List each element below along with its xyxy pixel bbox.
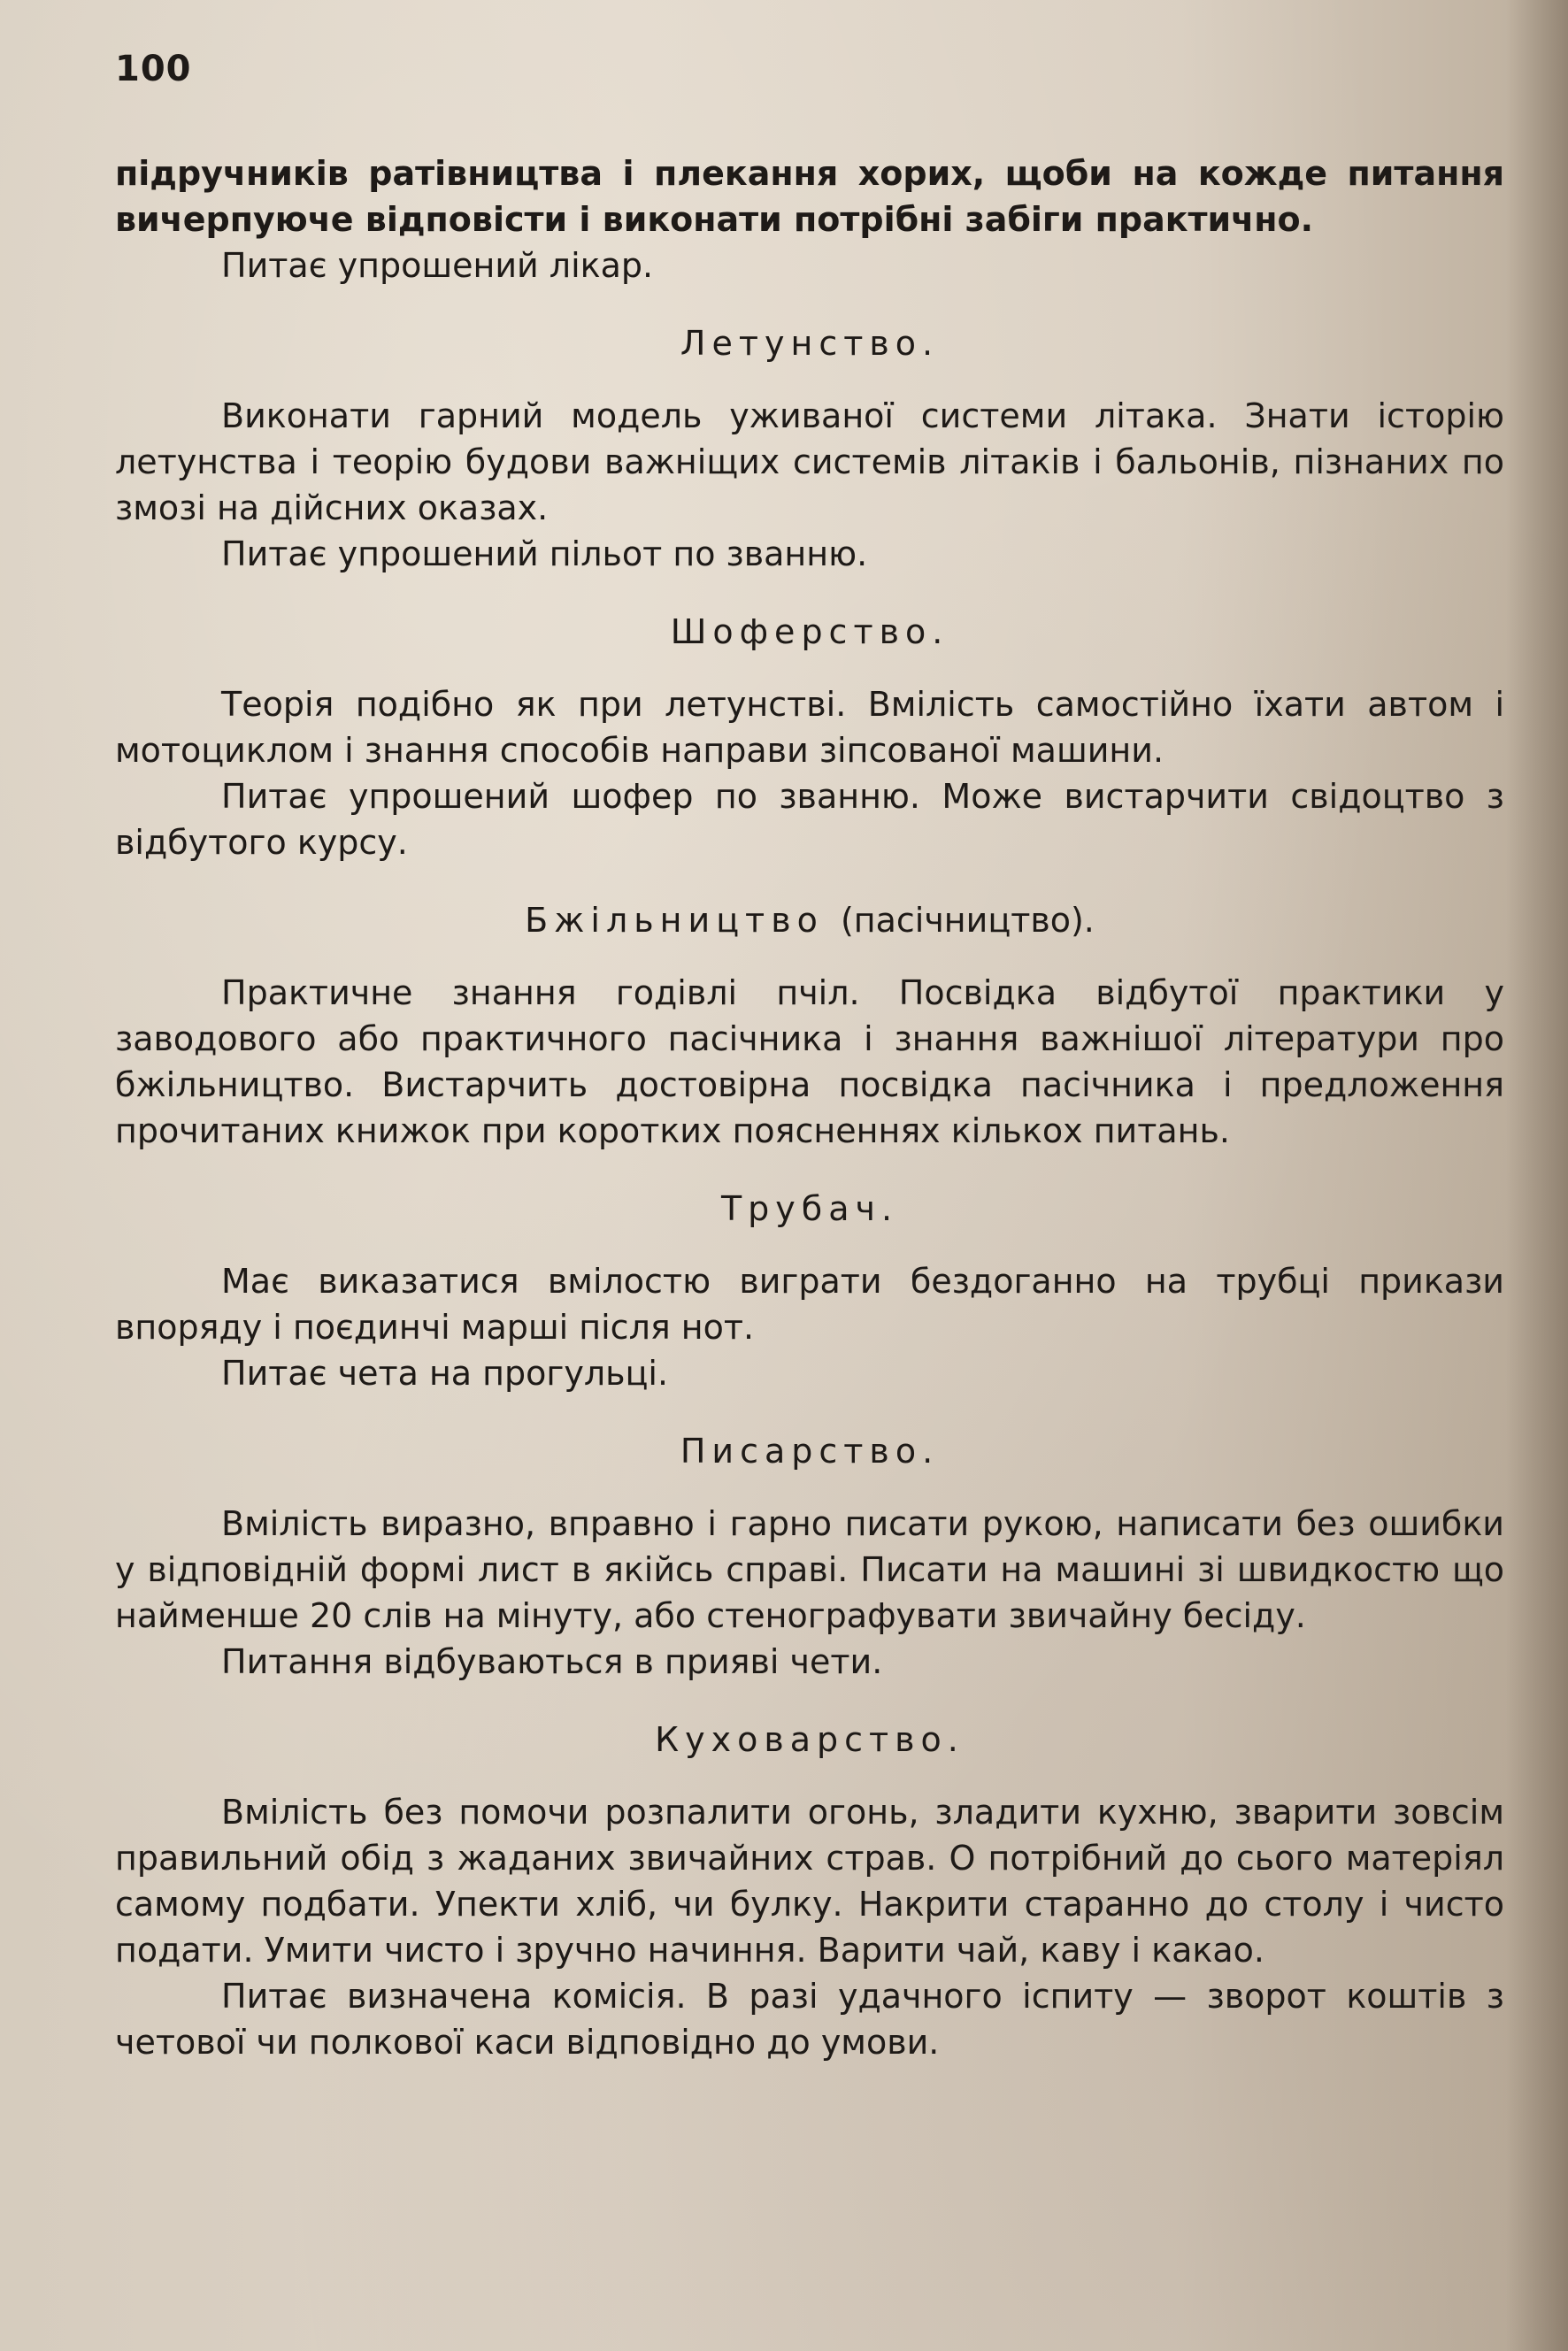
aviation-paragraph: Виконати гарний модель уживаної системи літака. Знати історію летунства і теорію будови важніщих системів літаків і бальонів, пізнаних по змозі на дійсних оказах. xyxy=(115,396,1504,527)
bugler-examiner-line: Питає чета на прогульці. xyxy=(221,1354,669,1393)
aviation-examiner-line: Питає упрошений пільот по званню. xyxy=(221,534,868,573)
bugler-paragraph: Має виказатися вмілостю виграти бездоганно на трубці прикази впоряду і поєдинчі марші після нот. xyxy=(115,1262,1504,1347)
clerical-examiner-line: Питання відбуваються в прияві чети. xyxy=(221,1642,883,1681)
page-number: 100 xyxy=(115,49,192,89)
intro-paragraph-continued: підручників ратівництва і плекання хорих, щоби на кожде питання вичерпуюче відповісти і виконати потрібні забіги практично. xyxy=(115,154,1504,239)
cooking-paragraph: Вмілість без помочи розпалити огонь, зладити кухню, зварити зовсім правильний обід з жаданих звичайних страв. О потрібний до сього матеріял самому подбати. Упекти хліб, чи булку. Накрити старанно до столу і чисто подати. Умити чисто і зручно начиння. Варити чай, каву і какао. xyxy=(115,1793,1504,1970)
driving-paragraph: Теорія подібно як при летунстві. Вмілість самостійно їхати автом і мотоциклом і знання способів направи зіпсованої машини. xyxy=(115,685,1504,770)
spine-shadow xyxy=(1506,0,1568,2351)
section-heading-cooking: Куховарство. xyxy=(655,1720,965,1759)
section-heading-aviation: Летунство. xyxy=(680,324,940,363)
beekeeping-heading-main: Бжільництво xyxy=(525,901,824,940)
intro-examiner-line: Питає упрошений лікар. xyxy=(221,246,654,285)
page-text xyxy=(115,150,1504,2065)
section-heading-beekeeping xyxy=(115,897,1504,943)
section-heading-driving: Шоферство. xyxy=(670,612,949,651)
clerical-paragraph: Вмілість виразно, вправно і гарно писати рукою, написати без ошибки у відповідній формі лист в якійсь справі. Писати на машині зі швидкостю що найменше 20 слів на мінуту, або стенографувати звичайну бесіду. xyxy=(115,1504,1504,1635)
beekeeping-heading-sub: (пасічництво). xyxy=(840,901,1095,940)
cooking-examiner-line: Питає визначена комісія. В разі удачного іспиту — зворот коштів з четової чи полкової каси відповідно до умови. xyxy=(115,1977,1504,2062)
driving-examiner-line: Питає упрошений шофер по званню. Може вистарчити свідоцтво з відбутого курсу. xyxy=(115,777,1504,862)
section-heading-clerical: Писарство. xyxy=(680,1432,940,1471)
beekeeping-paragraph: Практичне знання годівлі пчіл. Посвідка відбутої практики у заводового або практичного пасічника і знання важнішої літератури про бжільництво. Вистарчить достовірна посвідка пасічника і предложення прочитаних книжок при коротких поясненнях кількох питань. xyxy=(115,973,1504,1150)
section-heading-bugler: Трубач. xyxy=(720,1189,899,1228)
